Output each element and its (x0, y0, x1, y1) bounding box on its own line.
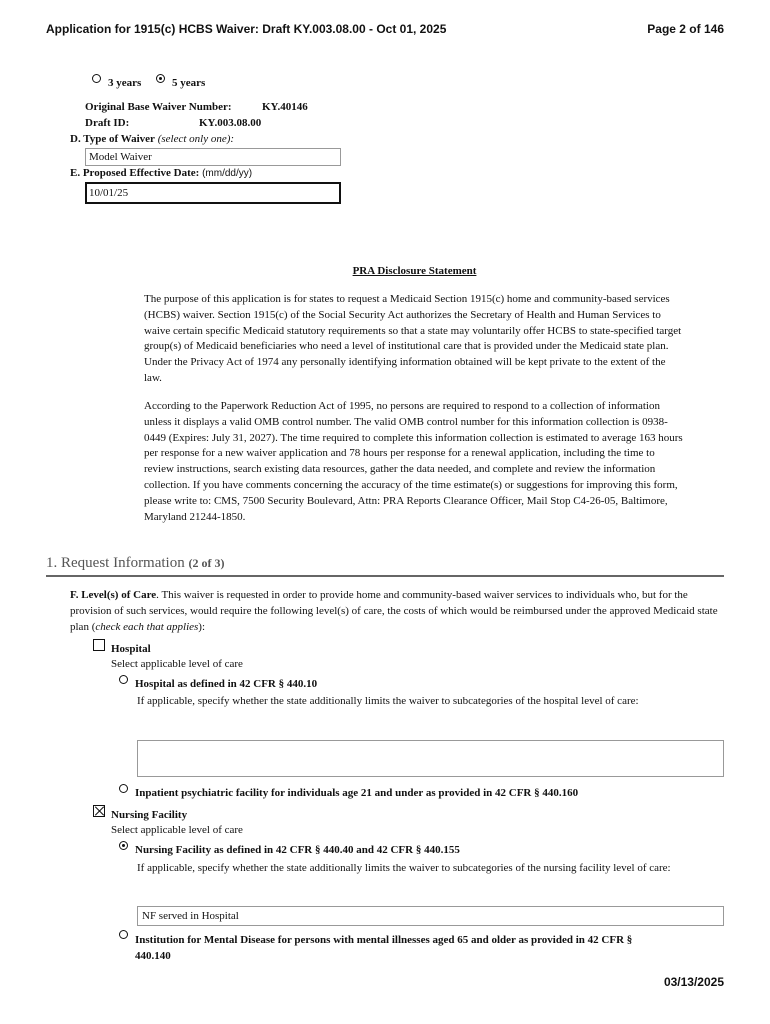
hospital-note: If applicable, specify whether the state additionally limits the waiver to subcategories of the hospital level of care: (137, 695, 639, 707)
hospital-subcategory-field[interactable] (137, 740, 724, 777)
nursing-option-radio[interactable] (119, 841, 128, 850)
base-waiver-value: KY.40146 (262, 101, 308, 113)
nursing-facility-label: Nursing Facility (111, 809, 188, 821)
hospital-option-radio[interactable] (119, 675, 128, 684)
hospital-checkbox[interactable] (93, 639, 105, 651)
effective-date-label: E. Proposed Effective Date: (mm/dd/yy) (70, 167, 253, 179)
pra-paragraph-1: The purpose of this application is for states to request a Medicaid Section 1915(c) home and community-based services (HCBS) waiver. Section 1915(c) of the Social Security Act authorizes the Secretary of Health and Human Services to waive certain specific Medicaid statutory requirements so that a state may voluntarily offer HCBS to state-specified target group(s) of Medicaid beneficiaries who need a level of institutional care that is provided under the Medicaid state plan. Under the Privacy Act of 1974 any personally identifying information obtained will be kept private to the extent of the law. (144, 293, 682, 384)
footer-date: 03/13/2025 (663, 975, 724, 989)
hospital-select-text: Select applicable level of care (111, 658, 243, 670)
base-waiver-label: Original Base Waiver Number: (85, 101, 232, 113)
nursing-option-label: Nursing Facility as defined in 42 CFR § 440.40 and 42 CFR § 440.155 (135, 844, 460, 856)
radio-5-years-label: 5 years (172, 77, 206, 89)
radio-5-years[interactable] (156, 74, 165, 83)
document-title: Application for 1915(c) HCBS Waiver: Draft KY.003.08.00 - Oct 01, 2025 (46, 22, 447, 36)
draft-id-label: Draft ID: (85, 117, 130, 129)
hospital-label: Hospital (111, 643, 151, 655)
radio-3-years-label: 3 years (108, 77, 142, 89)
pra-paragraph-2: According to the Paperwork Reduction Act of 1995, no persons are required to respond to a collection of information unless it displays a valid OMB control number. The valid OMB control number for this information collection is 0938-0449 (Expires: July 31, 2027). The time required to complete this information collection is estimated to average 163 hours per response for a new waiver application and 78 hours per response for a renewal application, including the time to review instructions, search existing data resources, gather the data needed, and complete and review the information collection. If you have comments concerning the accuracy of the time estimate(s) or suggestions for improving this form, please write to: CMS, 7500 Security Boulevard, Attn: PRA Reports Clearance Officer, Mail Stop C4-26-05, Baltimore, Maryland 21244-1850. (144, 400, 683, 523)
imd-radio[interactable] (119, 930, 128, 939)
psych-facility-label: Inpatient psychiatric facility for individuals age 21 and under as provided in 42 CFR § 440.160 (135, 787, 579, 799)
psych-facility-radio[interactable] (119, 784, 128, 793)
hospital-option-label: Hospital as defined in 42 CFR § 440.10 (135, 678, 318, 690)
radio-3-years[interactable] (92, 74, 101, 83)
imd-label: Institution for Mental Disease for persons with mental illnesses aged 65 and older as provided in 42 CFR § 440.140 (135, 934, 633, 962)
nursing-facility-checkbox[interactable] (93, 805, 105, 817)
section-title: 1. Request Information (2 of 3) (46, 555, 225, 571)
waiver-type-field[interactable]: Model Waiver (85, 148, 341, 166)
nursing-note: If applicable, specify whether the state additionally limits the waiver to subcategories of the nursing facility level of care: (137, 862, 671, 874)
level-of-care-intro: F. Level(s) of Care. This waiver is requested in order to provide home and community-based waiver services to individuals who, but for the provision of such services, would require the following level(s) of care, the costs of which would be reimbursed under the approved Medicaid state plan (check each that applies): (70, 589, 718, 633)
draft-id-value: KY.003.08.00 (199, 117, 262, 129)
nursing-select-text: Select applicable level of care (111, 824, 243, 836)
pra-title: PRA Disclosure Statement (352, 265, 477, 277)
nursing-subcategory-field[interactable]: NF served in Hospital (137, 906, 724, 926)
waiver-type-label: D. Type of Waiver (select only one): (70, 133, 235, 145)
page-number: Page 2 of 146 (647, 22, 724, 36)
section-divider (46, 575, 724, 577)
effective-date-field[interactable]: 10/01/25 (85, 182, 341, 204)
